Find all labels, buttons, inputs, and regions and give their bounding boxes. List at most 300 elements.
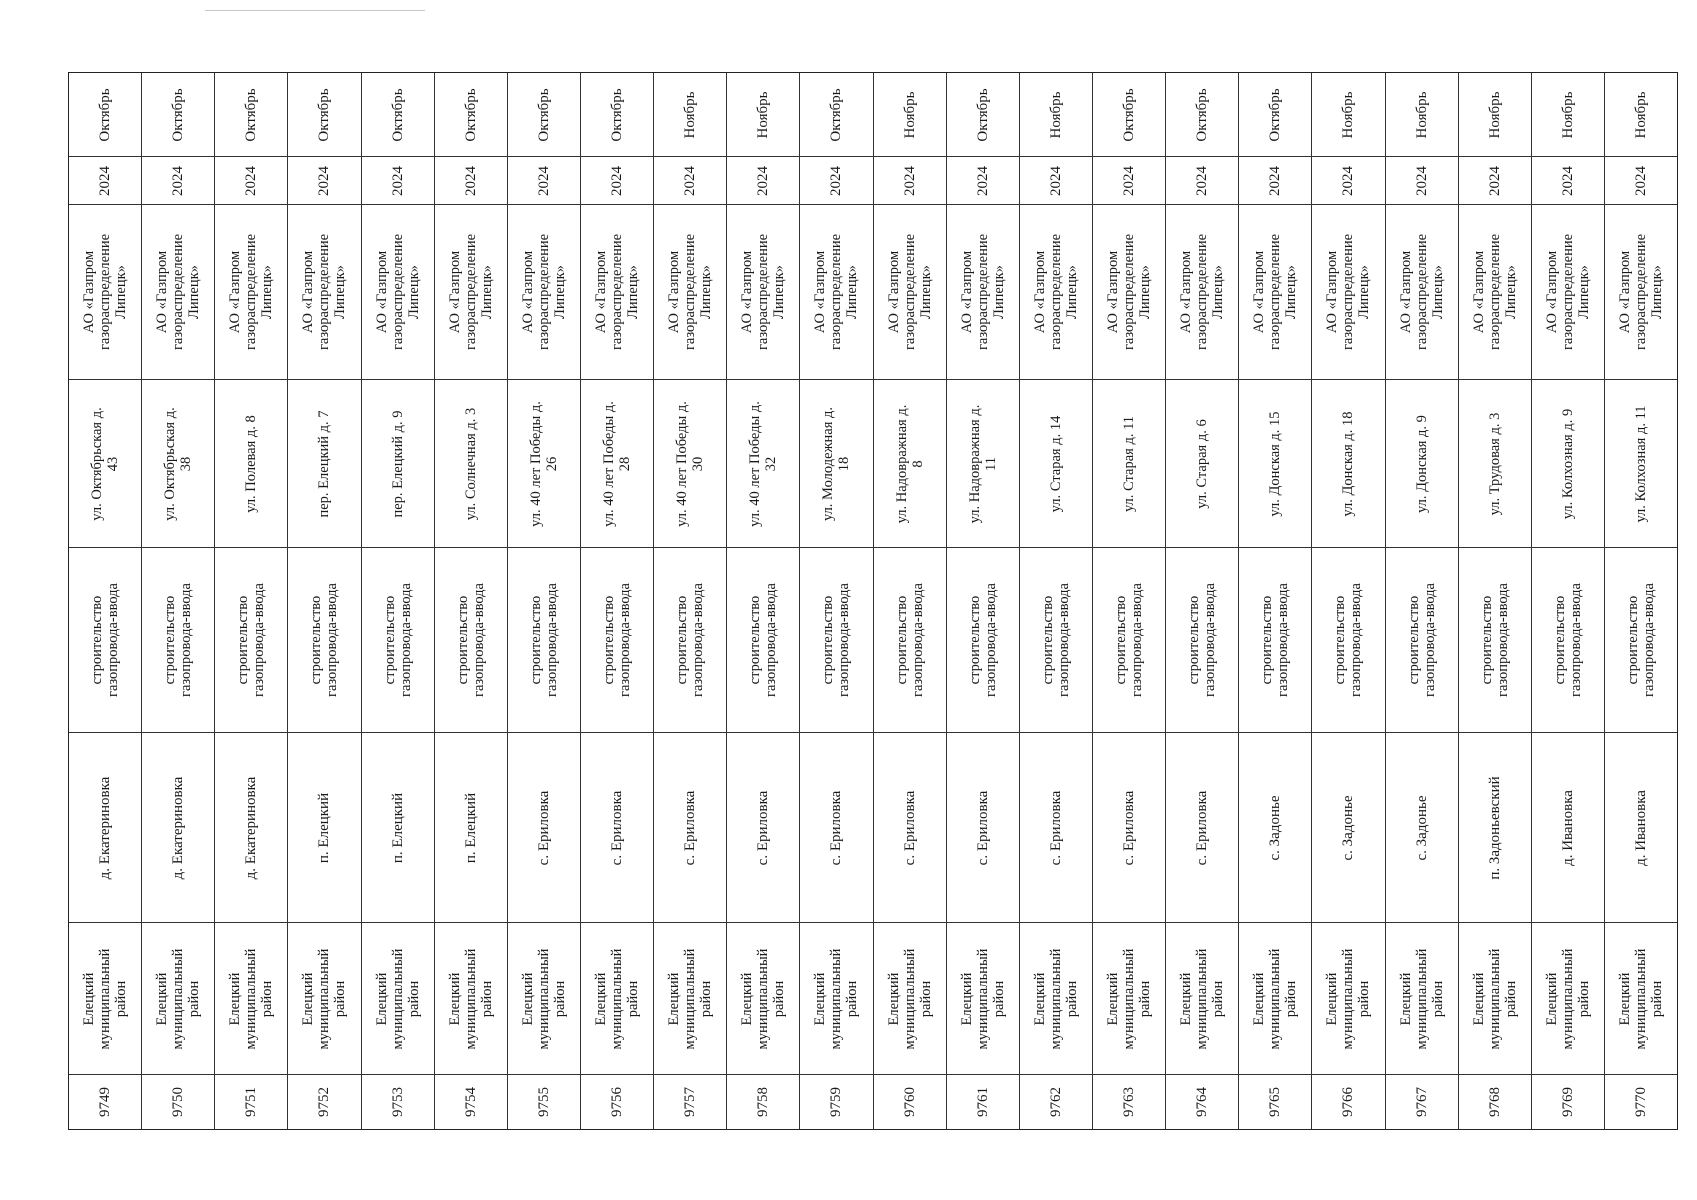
district-cell-line: Елецкий xyxy=(81,972,98,1025)
district-cell-line: муниципальный xyxy=(609,948,626,1049)
organization-cell-text xyxy=(1324,234,1372,350)
record-number-cell xyxy=(142,1075,214,1129)
organization-cell-text xyxy=(447,234,495,350)
year-cell xyxy=(1020,157,1092,205)
year-cell-text: 2024 xyxy=(974,165,991,196)
organization-cell xyxy=(1532,205,1604,380)
district-cell-line: муниципальный xyxy=(901,948,918,1049)
year-cell-text: 2024 xyxy=(316,165,333,196)
district-cell xyxy=(215,923,287,1075)
organization-cell-text xyxy=(812,234,860,350)
address-cell-text xyxy=(463,407,479,520)
record-number-cell xyxy=(1020,1075,1092,1129)
organization-cell-line: АО «Газпром xyxy=(519,250,536,334)
district-cell xyxy=(1166,923,1238,1075)
address-cell-line: ул. Октябрьская д. xyxy=(89,406,106,521)
work-type-cell-text xyxy=(455,583,487,697)
district-cell-line: район xyxy=(186,980,203,1017)
record-number-cell-text: 9768 xyxy=(1486,1087,1503,1117)
work-type-cell-text xyxy=(674,583,706,697)
year-cell xyxy=(654,157,726,205)
record-number-cell-text: 9763 xyxy=(1121,1087,1138,1117)
address-cell-line: ул. Трудовая д. 3 xyxy=(1486,412,1503,515)
address-cell-line: ул. Надовражная д. xyxy=(966,404,983,523)
month-cell xyxy=(654,73,726,157)
district-cell-line: Елецкий xyxy=(519,972,536,1025)
record-number-cell-text: 9762 xyxy=(1047,1087,1064,1117)
address-cell-text xyxy=(1121,415,1137,511)
district-cell xyxy=(508,923,580,1075)
organization-cell-line: газораспределение xyxy=(974,233,991,351)
work-type-cell-line: газопровода-ввода xyxy=(1421,583,1438,697)
organization-cell-line: Липецк» xyxy=(1283,265,1300,319)
work-type-cell-text xyxy=(1406,583,1438,697)
district-cell-line: Елецкий xyxy=(1324,972,1341,1025)
month-cell xyxy=(215,73,287,157)
address-cell xyxy=(874,380,946,548)
work-type-cell-text xyxy=(894,583,926,697)
settlement-cell-text: с. Задонье xyxy=(1413,795,1430,860)
month-cell-text: Ноябрь xyxy=(755,91,772,138)
year-cell xyxy=(288,157,360,205)
organization-cell-text xyxy=(81,234,129,350)
year-cell xyxy=(581,157,653,205)
work-type-cell-line: строительство xyxy=(1259,595,1276,685)
organization-cell-line: АО «Газпром xyxy=(1397,250,1414,334)
district-cell-line: район xyxy=(1137,980,1154,1017)
work-type-cell-line: строительство xyxy=(162,595,179,685)
settlement-cell xyxy=(1312,733,1384,923)
month-cell-text: Ноябрь xyxy=(1340,91,1357,138)
month-cell xyxy=(435,73,507,157)
organization-cell-text xyxy=(154,234,202,350)
record-number-cell xyxy=(581,1075,653,1129)
district-cell-text xyxy=(1032,948,1080,1049)
settlement-cell-text: с. Ериловка xyxy=(535,790,552,865)
organization-cell-text xyxy=(1544,234,1592,350)
settlement-cell xyxy=(508,733,580,923)
record-number-cell xyxy=(435,1075,507,1129)
settlement-cell-text: с. Ериловка xyxy=(1047,790,1064,865)
month-cell xyxy=(1020,73,1092,157)
work-type-cell xyxy=(1312,548,1384,733)
work-type-cell-line: газопровода-ввода xyxy=(105,583,122,697)
table-row xyxy=(1605,73,1677,1129)
table-row xyxy=(288,73,361,1129)
organization-cell-line: Липецк» xyxy=(1502,265,1519,319)
address-cell xyxy=(508,380,580,548)
work-type-cell-text xyxy=(820,583,852,697)
district-cell-line: муниципальный xyxy=(170,948,187,1049)
month-cell-text: Октябрь xyxy=(1194,87,1211,142)
table-row xyxy=(1312,73,1385,1129)
district-cell-line: Елецкий xyxy=(593,972,610,1025)
work-type-cell-line: строительство xyxy=(893,595,910,685)
address-cell xyxy=(1093,380,1165,548)
table-row xyxy=(1020,73,1093,1129)
organization-cell-text xyxy=(1471,234,1519,350)
settlement-cell xyxy=(727,733,799,923)
district-cell-text xyxy=(300,948,348,1049)
month-cell-text: Октябрь xyxy=(97,87,114,142)
organization-cell-line: АО «Газпром xyxy=(373,250,390,334)
settlement-cell xyxy=(1459,733,1531,923)
organization-cell-line: газораспределение xyxy=(170,233,187,351)
work-type-cell-line: строительство xyxy=(1186,595,1203,685)
organization-cell-line: АО «Газпром xyxy=(300,250,317,334)
record-number-cell xyxy=(727,1075,799,1129)
address-cell-line: ул. Молодежная д. xyxy=(820,406,837,521)
year-cell-text: 2024 xyxy=(1047,165,1064,196)
address-cell xyxy=(654,380,726,548)
record-number-cell xyxy=(874,1075,946,1129)
organization-cell xyxy=(288,205,360,380)
record-number-cell-text: 9758 xyxy=(755,1087,772,1117)
work-type-cell-line: газопровода-ввода xyxy=(836,583,853,697)
address-cell xyxy=(215,380,287,548)
work-type-cell-text xyxy=(162,583,194,697)
year-cell xyxy=(1093,157,1165,205)
month-cell-text: Октябрь xyxy=(609,87,626,142)
work-type-cell-line: газопровода-ввода xyxy=(1348,583,1365,697)
record-number-cell-text: 9769 xyxy=(1559,1087,1576,1117)
settlement-cell xyxy=(874,733,946,923)
organization-cell xyxy=(1020,205,1092,380)
work-type-cell-line: газопровода-ввода xyxy=(690,583,707,697)
organization-cell-line: АО «Газпром xyxy=(1178,250,1195,334)
month-cell-text: Октябрь xyxy=(828,87,845,142)
table-row xyxy=(654,73,727,1129)
organization-cell-line: Липецк» xyxy=(698,265,715,319)
table-row xyxy=(581,73,654,1129)
table-row xyxy=(69,73,142,1129)
district-cell-line: Елецкий xyxy=(1470,972,1487,1025)
month-cell xyxy=(362,73,434,157)
month-cell-text: Ноябрь xyxy=(1413,91,1430,138)
district-cell-line: район xyxy=(1429,980,1446,1017)
month-cell xyxy=(142,73,214,157)
settlement-cell-text: д. Екатериновка xyxy=(170,776,187,879)
district-cell-line: муниципальный xyxy=(1121,948,1138,1049)
district-cell-line: район xyxy=(332,980,349,1017)
month-cell xyxy=(288,73,360,157)
organization-cell-line: АО «Газпром xyxy=(1105,250,1122,334)
organization-cell-line: АО «Газпром xyxy=(446,250,463,334)
organization-cell xyxy=(362,205,434,380)
record-number-cell-text: 9754 xyxy=(462,1087,479,1117)
district-cell-text xyxy=(81,948,129,1049)
district-cell-text xyxy=(593,948,641,1049)
district-cell-text xyxy=(886,948,934,1049)
work-type-cell xyxy=(654,548,726,733)
record-number-cell xyxy=(1239,1075,1311,1129)
organization-cell xyxy=(508,205,580,380)
organization-cell-line: Липецк» xyxy=(478,265,495,319)
district-cell-text xyxy=(1105,948,1153,1049)
organization-cell-line: газораспределение xyxy=(682,233,699,351)
organization-cell xyxy=(727,205,799,380)
settlement-cell-text: с. Ериловка xyxy=(1194,790,1211,865)
district-cell-line: Елецкий xyxy=(1543,972,1560,1025)
district-cell-line: муниципальный xyxy=(1633,948,1650,1049)
address-cell-line: ул. Октябрьская д. xyxy=(162,406,179,521)
organization-cell-text xyxy=(593,234,641,350)
address-cell-line: 26 xyxy=(543,456,560,471)
district-cell-line: муниципальный xyxy=(462,948,479,1049)
organization-cell xyxy=(1605,205,1677,380)
table-row xyxy=(362,73,435,1129)
address-cell-line: ул. 40 лет Победы д. xyxy=(601,400,618,527)
address-cell-line: ул. 40 лет Победы д. xyxy=(527,400,544,527)
year-cell-text: 2024 xyxy=(462,165,479,196)
address-cell-line: ул. Донская д. 9 xyxy=(1413,414,1430,513)
year-cell-text: 2024 xyxy=(1413,165,1430,196)
district-cell xyxy=(142,923,214,1075)
month-cell-text: Октябрь xyxy=(462,87,479,142)
address-cell-line: 11 xyxy=(982,456,999,471)
settlement-cell xyxy=(1605,733,1677,923)
address-cell-text xyxy=(1633,405,1649,522)
work-type-cell-line: газопровода-ввода xyxy=(982,583,999,697)
address-cell-line: ул. 40 лет Победы д. xyxy=(747,400,764,527)
year-cell-text: 2024 xyxy=(243,165,260,196)
district-cell xyxy=(1239,923,1311,1075)
address-cell-line: ул. Донская д. 15 xyxy=(1267,410,1284,517)
record-number-cell xyxy=(1312,1075,1384,1129)
record-number-cell-text: 9767 xyxy=(1413,1087,1430,1117)
address-cell xyxy=(288,380,360,548)
address-cell xyxy=(1166,380,1238,548)
work-type-cell-text xyxy=(1332,583,1364,697)
settlement-cell-text: д. Екатериновка xyxy=(243,776,260,879)
settlement-cell-text: п. Елецкий xyxy=(316,792,333,863)
district-cell-line: Елецкий xyxy=(958,972,975,1025)
address-cell-line: 18 xyxy=(836,456,853,471)
organization-cell-line: АО «Газпром xyxy=(812,250,829,334)
organization-cell-line: АО «Газпром xyxy=(885,250,902,334)
organization-cell-line: АО «Газпром xyxy=(958,250,975,334)
organization-cell-line: газораспределение xyxy=(1633,233,1650,351)
address-cell-text xyxy=(1340,411,1356,516)
district-cell-line: Елецкий xyxy=(154,972,171,1025)
work-type-cell-line: газопровода-ввода xyxy=(543,583,560,697)
organization-cell xyxy=(1093,205,1165,380)
organization-cell-line: Липецк» xyxy=(405,265,422,319)
district-cell-line: район xyxy=(1283,980,1300,1017)
work-type-cell xyxy=(142,548,214,733)
district-cell-line: Елецкий xyxy=(1178,972,1195,1025)
organization-cell-line: газораспределение xyxy=(1121,233,1138,351)
record-number-cell-text: 9766 xyxy=(1340,1087,1357,1117)
month-cell-text: Октябрь xyxy=(974,87,991,142)
work-type-cell xyxy=(1093,548,1165,733)
organization-cell xyxy=(215,205,287,380)
month-cell-text: Ноябрь xyxy=(1047,91,1064,138)
district-cell-line: Елецкий xyxy=(1617,972,1634,1025)
organization-cell xyxy=(947,205,1019,380)
record-number-cell xyxy=(288,1075,360,1129)
work-type-cell-line: строительство xyxy=(1332,595,1349,685)
organization-cell-line: Липецк» xyxy=(259,265,276,319)
district-cell xyxy=(1093,923,1165,1075)
district-cell-line: район xyxy=(405,980,422,1017)
record-number-cell xyxy=(215,1075,287,1129)
district-cell-line: муниципальный xyxy=(974,948,991,1049)
work-type-cell-line: газопровода-ввода xyxy=(617,583,634,697)
month-cell-text: Октябрь xyxy=(170,87,187,142)
work-type-cell-text xyxy=(1625,583,1657,697)
organization-cell-line: АО «Газпром xyxy=(1324,250,1341,334)
organization-cell-line: газораспределение xyxy=(243,233,260,351)
work-type-cell-line: строительство xyxy=(966,595,983,685)
organization-cell-line: Липецк» xyxy=(844,265,861,319)
district-cell-text xyxy=(1544,948,1592,1049)
work-type-cell xyxy=(1239,548,1311,733)
district-cell-text xyxy=(154,948,202,1049)
settlement-cell xyxy=(435,733,507,923)
organization-cell-line: Липецк» xyxy=(1575,265,1592,319)
settlement-cell-text: с. Ериловка xyxy=(609,790,626,865)
work-type-cell-line: газопровода-ввода xyxy=(909,583,926,697)
year-cell xyxy=(435,157,507,205)
work-type-cell-line: строительство xyxy=(1478,595,1495,685)
district-cell xyxy=(947,923,1019,1075)
settlement-cell xyxy=(362,733,434,923)
record-number-cell-text: 9755 xyxy=(535,1087,552,1117)
record-number-cell-text: 9756 xyxy=(609,1087,626,1117)
table-row xyxy=(215,73,288,1129)
record-number-cell xyxy=(508,1075,580,1129)
address-cell-text xyxy=(1487,412,1503,515)
gas-pipeline-schedule-table xyxy=(68,72,1678,1130)
table-row xyxy=(947,73,1020,1129)
work-type-cell-text xyxy=(601,583,633,697)
organization-cell-text xyxy=(1178,234,1226,350)
work-type-cell-line: газопровода-ввода xyxy=(178,583,195,697)
month-cell xyxy=(581,73,653,157)
table-row xyxy=(142,73,215,1129)
record-number-cell-text: 9765 xyxy=(1267,1087,1284,1117)
organization-cell xyxy=(69,205,141,380)
district-cell-line: муниципальный xyxy=(1413,948,1430,1049)
work-type-cell-line: газопровода-ввода xyxy=(251,583,268,697)
district-cell-line: муниципальный xyxy=(828,948,845,1049)
address-cell xyxy=(362,380,434,548)
year-cell xyxy=(1459,157,1531,205)
address-cell-text xyxy=(1414,415,1430,513)
organization-cell-line: АО «Газпром xyxy=(154,250,171,334)
settlement-cell xyxy=(581,733,653,923)
work-type-cell-text xyxy=(1552,583,1584,697)
organization-cell-line: газораспределение xyxy=(1559,233,1576,351)
district-cell-line: район xyxy=(1063,980,1080,1017)
address-cell-line: пер. Елецкий д. 7 xyxy=(316,409,333,518)
record-number-cell xyxy=(1166,1075,1238,1129)
district-cell-line: муниципальный xyxy=(682,948,699,1049)
district-cell-line: муниципальный xyxy=(755,948,772,1049)
organization-cell-text xyxy=(300,234,348,350)
organization-cell-line: Липецк» xyxy=(1063,265,1080,319)
organization-cell-line: Липецк» xyxy=(990,265,1007,319)
district-cell-text xyxy=(739,948,787,1049)
organization-cell-line: АО «Газпром xyxy=(1031,250,1048,334)
district-cell xyxy=(362,923,434,1075)
settlement-cell xyxy=(1166,733,1238,923)
record-number-cell xyxy=(800,1075,872,1129)
address-cell-text xyxy=(1267,411,1283,516)
settlement-cell xyxy=(215,733,287,923)
organization-cell xyxy=(1166,205,1238,380)
work-type-cell xyxy=(1532,548,1604,733)
work-type-cell xyxy=(581,548,653,733)
year-cell-text: 2024 xyxy=(1340,165,1357,196)
work-type-cell-text xyxy=(1479,583,1511,697)
work-type-cell xyxy=(288,548,360,733)
district-cell-line: район xyxy=(917,980,934,1017)
work-type-cell-line: газопровода-ввода xyxy=(763,583,780,697)
organization-cell-line: газораспределение xyxy=(1047,233,1064,351)
record-number-cell xyxy=(654,1075,726,1129)
district-cell-line: район xyxy=(990,980,1007,1017)
organization-cell-text xyxy=(1617,234,1665,350)
work-type-cell-text xyxy=(235,583,267,697)
month-cell-text: Ноябрь xyxy=(1486,91,1503,138)
settlement-cell xyxy=(1239,733,1311,923)
work-type-cell-line: строительство xyxy=(747,595,764,685)
district-cell-text xyxy=(959,948,1007,1049)
address-cell-line: ул. Полевая д. 8 xyxy=(243,414,260,513)
settlement-cell-text: с. Ериловка xyxy=(974,790,991,865)
address-cell-text xyxy=(243,415,259,513)
organization-cell-line: Липецк» xyxy=(1137,265,1154,319)
district-cell-line: район xyxy=(844,980,861,1017)
month-cell xyxy=(1532,73,1604,157)
year-cell-text: 2024 xyxy=(1633,165,1650,196)
organization-cell xyxy=(1386,205,1458,380)
organization-cell-line: газораспределение xyxy=(1413,233,1430,351)
year-cell xyxy=(1312,157,1384,205)
organization-cell-line: газораспределение xyxy=(316,233,333,351)
address-cell xyxy=(800,380,872,548)
month-cell xyxy=(69,73,141,157)
work-type-cell-line: газопровода-ввода xyxy=(324,583,341,697)
district-cell-text xyxy=(520,948,568,1049)
organization-cell-line: газораспределение xyxy=(828,233,845,351)
record-number-cell-text: 9751 xyxy=(243,1087,260,1117)
district-cell-line: Елецкий xyxy=(1397,972,1414,1025)
district-cell-line: район xyxy=(551,980,568,1017)
address-cell-text xyxy=(747,401,779,527)
address-cell xyxy=(1386,380,1458,548)
year-cell-text: 2024 xyxy=(609,165,626,196)
organization-cell-line: Липецк» xyxy=(332,265,349,319)
organization-cell-line: газораспределение xyxy=(462,233,479,351)
month-cell-text: Октябрь xyxy=(1121,87,1138,142)
address-cell xyxy=(69,380,141,548)
address-cell-line: пер. Елецкий д. 9 xyxy=(389,409,406,518)
month-cell-text: Октябрь xyxy=(316,87,333,142)
district-cell-line: муниципальный xyxy=(389,948,406,1049)
month-cell-text: Октябрь xyxy=(535,87,552,142)
organization-cell-line: АО «Газпром xyxy=(1543,250,1560,334)
organization-cell xyxy=(1312,205,1384,380)
district-cell-line: Елецкий xyxy=(373,972,390,1025)
organization-cell-text xyxy=(520,234,568,350)
address-cell-text xyxy=(162,407,194,520)
district-cell-text xyxy=(447,948,495,1049)
district-cell-line: Елецкий xyxy=(1031,972,1048,1025)
district-cell xyxy=(1312,923,1384,1075)
